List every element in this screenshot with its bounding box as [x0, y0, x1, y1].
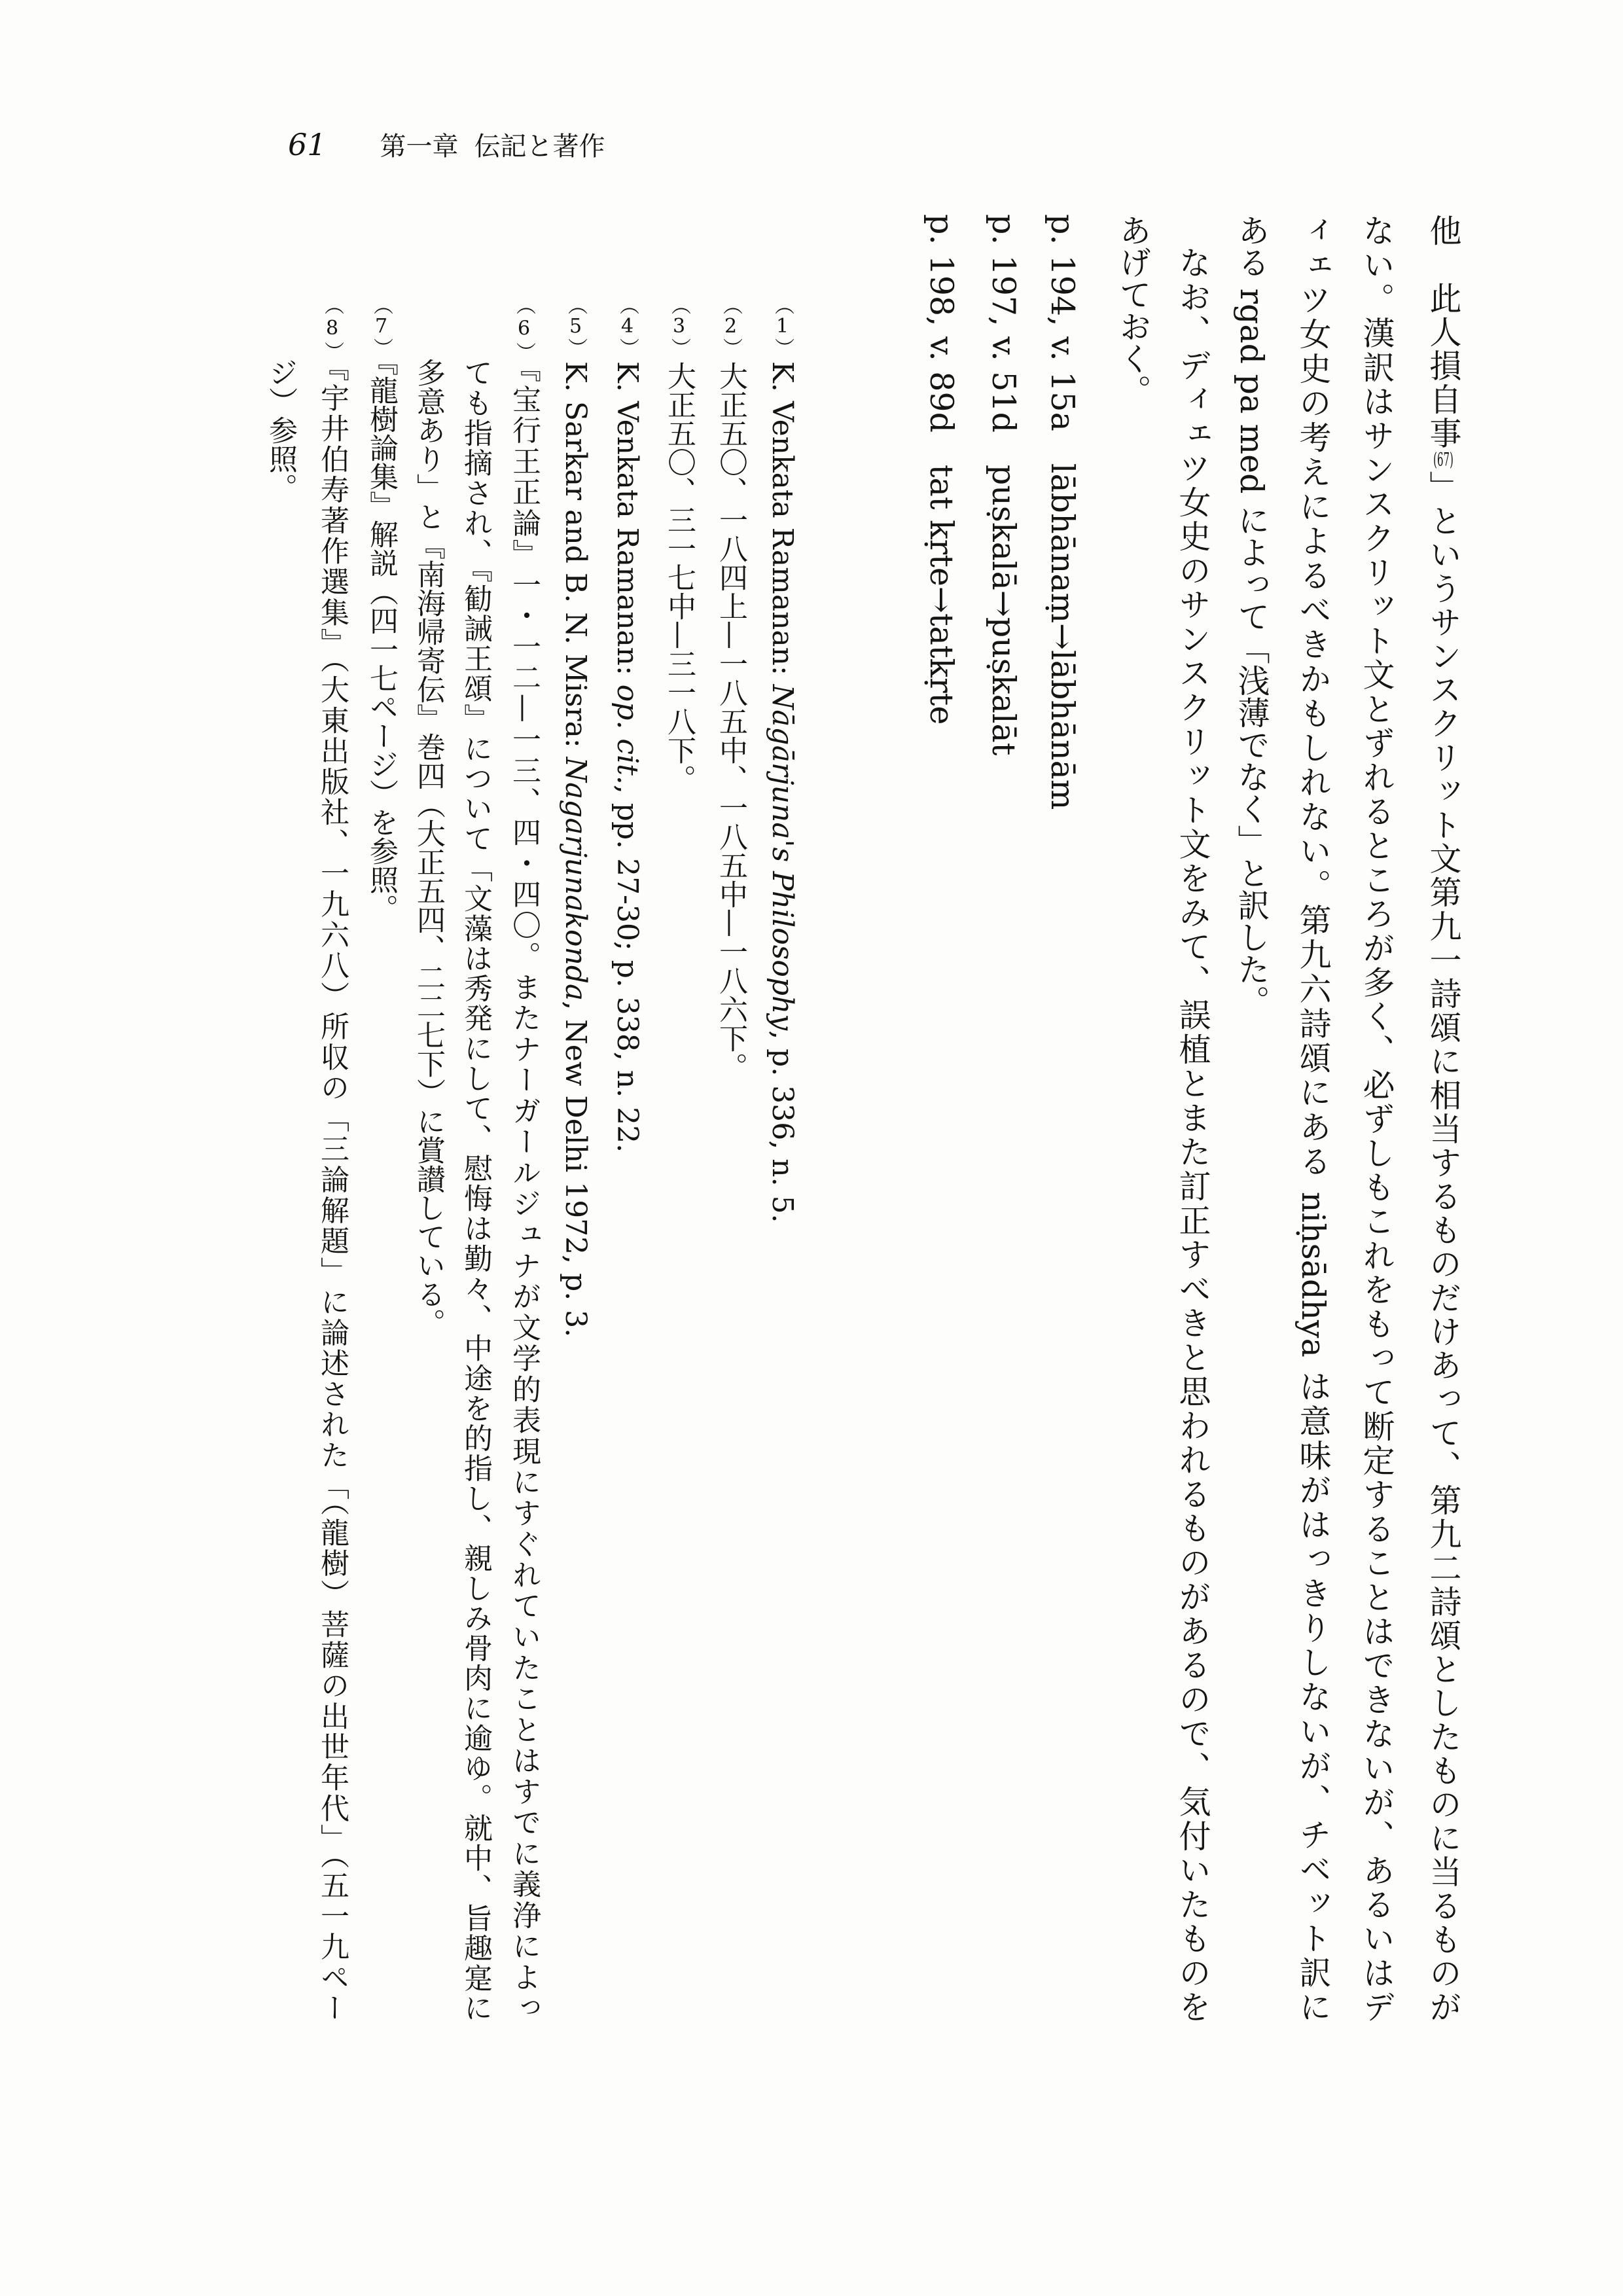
footnote-6-continued: 多意あり」と『南海帰寄伝』巻四（大正五四、二二七下）に賞讃している。: [412, 358, 445, 1337]
footnote-number: （3）: [668, 295, 690, 357]
footnote-text: 大正五〇、三一七中—三一八下。: [662, 361, 696, 793]
footnote-text: K. Venkata Ramanan:: [766, 361, 799, 685]
errata-entry: p. 194, v. 15a lābhānaṃ→lābhānām: [1044, 214, 1081, 810]
footnote-8-continued: ジ）参照。: [264, 358, 297, 502]
footnote-text: , New Delhi 1972, p. 3.: [559, 1001, 592, 1338]
footnote-citation-abbrev: op. cit.: [611, 684, 644, 785]
footnote-text: 『宇井伯寿著作選集』（大東出版社、一九六八）所収の「三論解題」に論述された「（龍樹）菩薩の出世年代」（五一九ペー: [315, 367, 349, 2022]
chapter-label: 第一章: [380, 132, 459, 162]
footnote-7: [363, 295, 399, 2022]
footnote-text: 『龍樹論集』解説（四一七ページ）を参照。: [365, 361, 398, 923]
footnote-book-title: Nāgārjuna's Philosophy: [766, 684, 799, 1031]
body-text-segment: 他 此人損自事: [1425, 214, 1462, 451]
footnote-text: 『宝行王正論』一・一二—一三、四・四〇。またナーガールジュナが文学的表現にすぐれていたことはすでに義浄によっ: [507, 367, 541, 2022]
footnote-number: （1）: [771, 295, 794, 357]
footnote-3: [661, 295, 696, 2022]
footnote-book-title: Nagarjunakonda: [559, 757, 592, 1001]
footnote-text: , pp. 27-30; p. 338, n. 22.: [611, 784, 644, 1153]
footnote-6-continued: ても指摘され、『勧誡王頌』について「文藻は秀発にして、慰悔は勤々、中途を的指し、親しみ骨肉に逾ゆ。就中、旨趣寔に: [459, 358, 492, 2022]
footnote-text: K. Venkata Ramanan:: [611, 361, 644, 685]
footnote-8: [314, 295, 349, 2022]
footnote-number: （4）: [616, 295, 639, 357]
chapter-title: 伝記と著作: [474, 132, 605, 162]
errata-entry: p. 198, v. 89d tat kṛte→tatkṛte: [923, 214, 960, 725]
body-text-segment: 」というサンスクリット文第九一詩頌に相当するものだけあって、第九二詩頌としたものに当るものが: [1425, 470, 1462, 2022]
body-text-line: ィェツ女史の考えによるべきかもしれない。第九六詩頌にある niḥsādhya は意味がはっきりしないが、チベット訳に: [1294, 214, 1332, 2022]
page-number: 61: [288, 127, 327, 162]
footnote-5: [558, 295, 593, 2022]
footnote-number: （7）: [370, 295, 393, 357]
note-reference: (67): [1433, 450, 1454, 469]
body-text-line: なお、ディェツ女史のサンスクリット文をみて、誤植とまた訂正すべきと思われるものがあるので、気付いたものを: [1174, 246, 1211, 2022]
footnote-text: K. Sarkar and B. N. Misra:: [559, 361, 592, 757]
footnote-2: [713, 295, 748, 2022]
footnote-6: [506, 295, 541, 2022]
body-text-line: あげておく。: [1115, 214, 1152, 406]
footnote-text: , p. 336, n. 5.: [766, 1030, 799, 1223]
footnote-text: 大正五〇、一八四上—一八五中、一八五中—一八六下。: [714, 361, 747, 1081]
footnote-4: [609, 295, 645, 2022]
footnote-number: （8）: [321, 295, 344, 363]
body-text-line: ない。漢訳はサンスクリット文とずれるところが多く、必ずしもこれをもって断定することはできないが、あるいはデ: [1358, 214, 1395, 2022]
body-text-line: ある rgad pa med によって「浅薄でなく」と訳した。: [1233, 214, 1270, 1018]
running-header: [288, 126, 605, 165]
footnote-1: [764, 295, 800, 2022]
footnote-number: （2）: [719, 295, 742, 357]
footnote-number: （5）: [564, 295, 587, 357]
body-text-line: [1423, 214, 1463, 2022]
footnote-number: （6）: [512, 295, 535, 364]
errata-entry: p. 197, v. 51d puṣkalā→puṣkalāt: [985, 214, 1022, 756]
